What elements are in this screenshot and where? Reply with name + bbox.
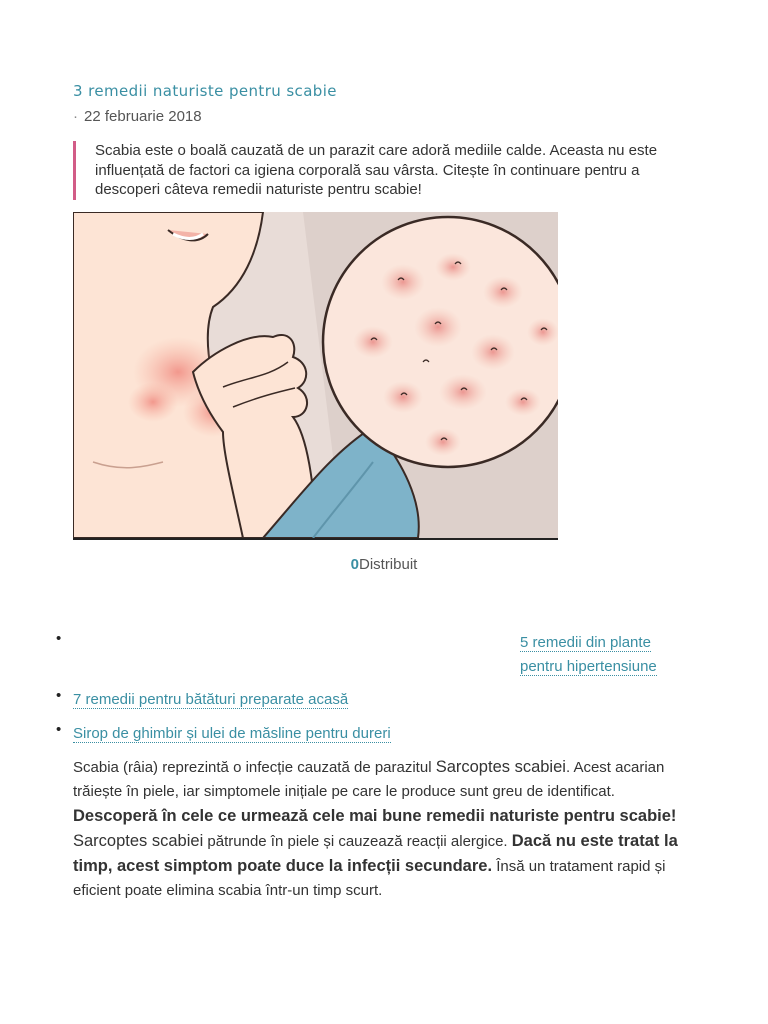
p2-text-b: Însă un tratament rapid și eficient poate elimina scabia într-un timp scurt. — [73, 858, 666, 899]
meta-bullet: · — [73, 108, 78, 125]
p1-bold: Descoperă în cele ce urmează cele mai bune remedii naturiste pentru scabie! — [73, 807, 677, 825]
p2-bold: Dacă nu este tratat la timp, acest simptom poate duce la infecții secundare. — [73, 832, 678, 875]
share-label: Distribuit — [358, 556, 418, 573]
related-link-bataturi[interactable]: 7 remedii pentru bătături preparate acasă — [73, 691, 349, 708]
p2-text-a: pătrunde în piele și cauzează reacții alergice. — [203, 833, 512, 850]
body-paragraph-1 — [73, 755, 703, 829]
article-date: 22 februarie 2018 — [84, 108, 202, 125]
related-item — [73, 722, 391, 746]
share-counter[interactable] — [0, 556, 768, 573]
related-link-hipertensiune-line2[interactable]: pentru hipertensiune — [520, 658, 657, 675]
p2-species: Sarcoptes scabiei — [73, 832, 204, 850]
article-meta — [73, 108, 202, 125]
related-link-sirop-ghimbir[interactable]: Sirop de ghimbir și ulei de măsline pentru dureri — [73, 725, 391, 742]
article-title[interactable]: 3 remedii naturiste pentru scabie — [73, 82, 337, 100]
related-link-hipertensiune-line1[interactable]: 5 remedii din plante — [520, 634, 651, 651]
article-body — [73, 755, 703, 903]
share-count: 0 — [350, 556, 359, 573]
p1-text-b: . Acest acarian trăiește în piele, iar simptomele inițiale pe care le produce sunt greu de identificat. — [73, 759, 665, 800]
article-lead: Scabia este o boală cauzată de un parazit care adoră mediile calde. Aceasta nu este influențată de factori ca igiena corporală sau vârsta. Citește în continuare pentru a descoperi câteva remedii naturiste pentru scabie! — [73, 141, 698, 200]
related-item — [73, 688, 348, 712]
scabies-illustration — [73, 212, 558, 538]
article-hero-image — [73, 212, 558, 540]
p1-text-a: Scabia (râia) reprezintă o infecție cauzată de parazitul — [73, 759, 436, 776]
p1-species: Sarcoptes scabiei — [435, 758, 566, 776]
body-paragraph-2 — [73, 829, 703, 903]
